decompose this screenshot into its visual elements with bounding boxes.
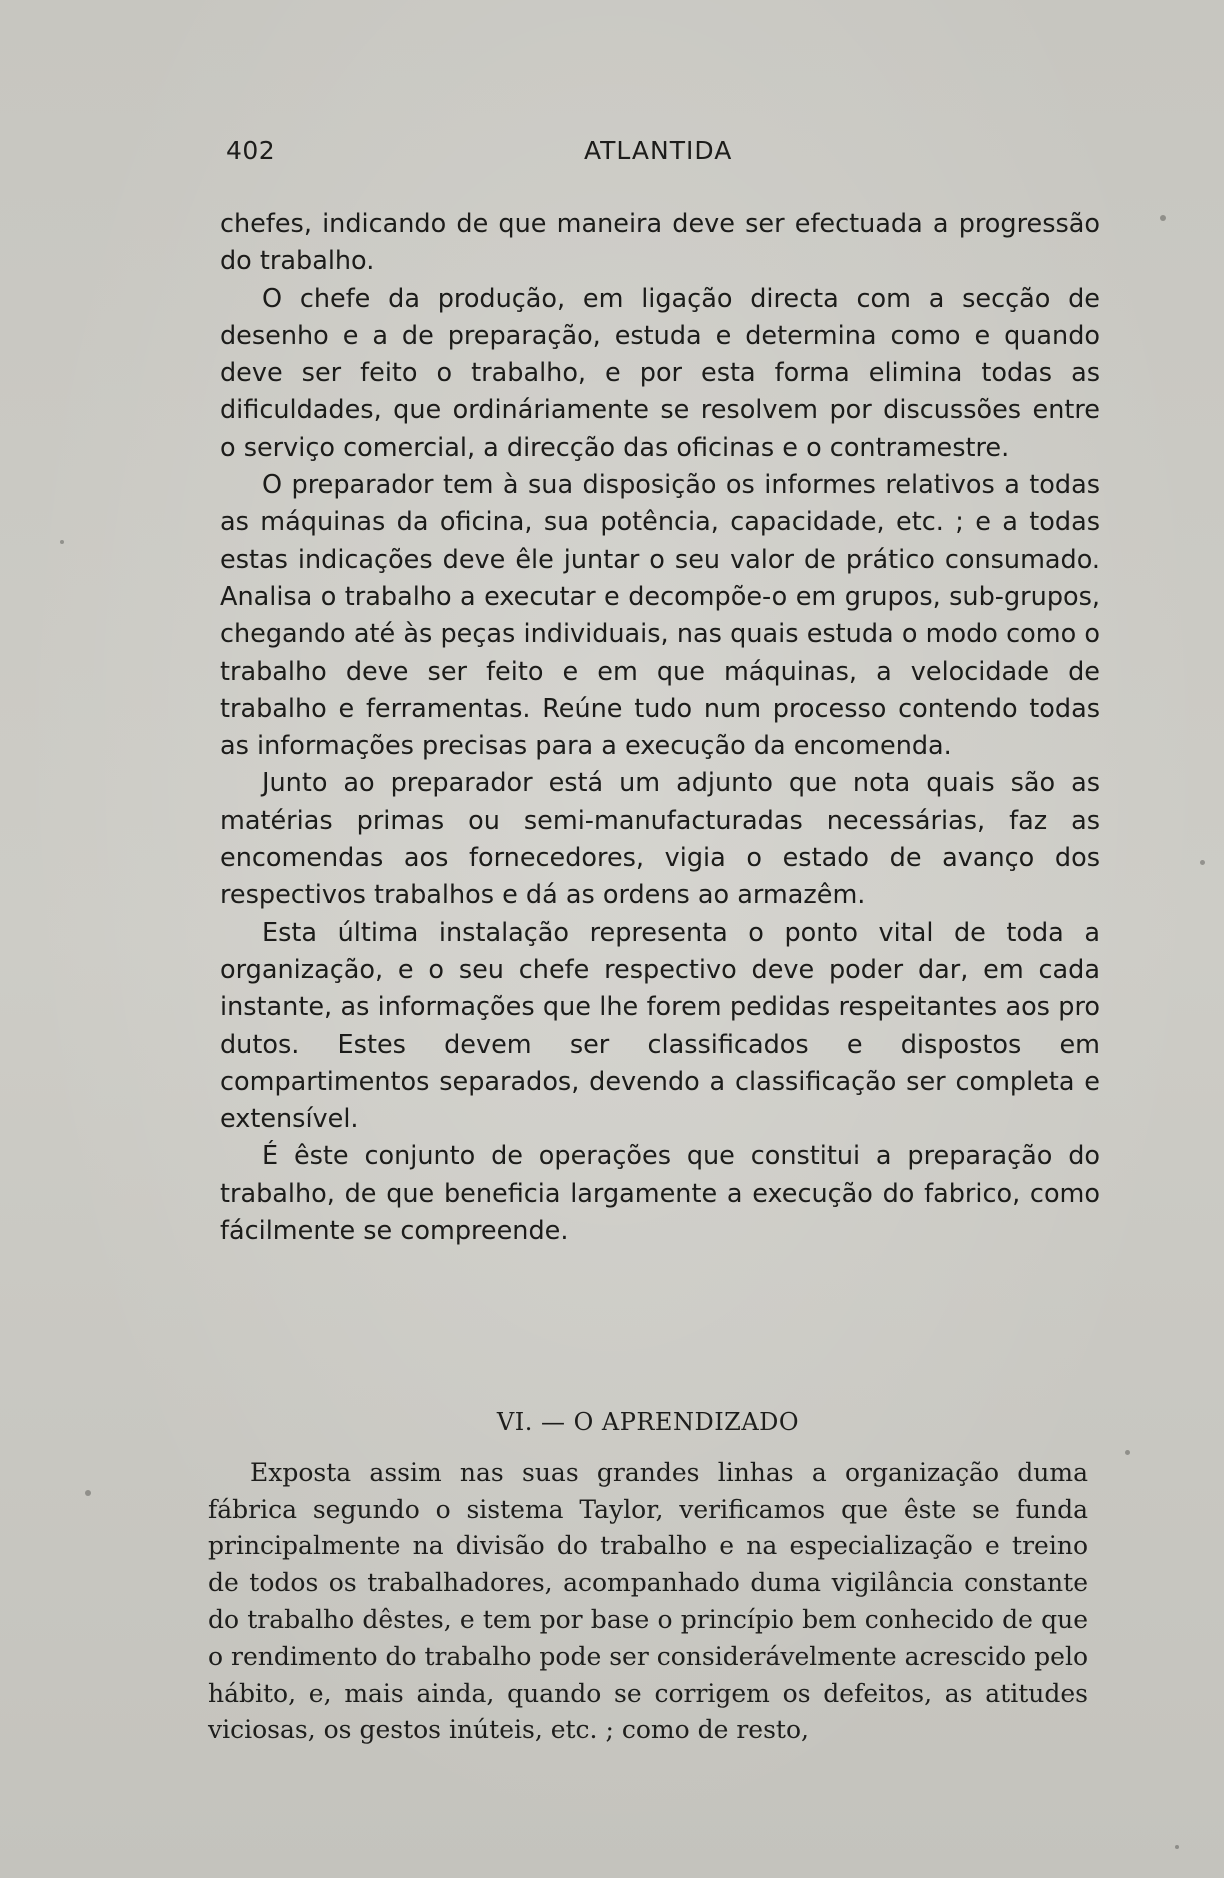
section-paragraph: Exposta assim nas suas grandes linhas a organização duma fábrica segundo o sistema Taylor, verificamos que êste se funda principalmente na divisão do trabalho e na especialização e treino de todos os trabalhadores, acompanhado duma vigilância constante do trabalho dêstes, e tem por base o princípio bem conhecido de que o rendimento do trabalho pode ser considerávelmente acrescido pelo hábito, e, mais ainda, quando se corrigem os defeitos, as atitudes viciosas, os gestos inúteis, etc. ; como de resto,: [208, 1457, 1088, 1745]
scan-speck: [85, 1490, 91, 1496]
scan-speck: [1175, 1845, 1179, 1849]
paragraph-6: É êste conjunto de operações que constitui a preparação do trabalho, de que beneficia largamente a execução do fabrico, como fácilmente se compreende.: [220, 1141, 1100, 1247]
section-heading: VI. — O APRENDIZADO: [496, 1408, 800, 1436]
paragraph-4: Junto ao preparador está um adjunto que nota quais são as matérias primas ou semi-manufacturadas necessárias, faz as encomendas aos fornecedores, vigia o estado de avanço dos respectivos trabalhos e dá as ordens ao armazêm.: [220, 768, 1100, 911]
scan-speck: [1160, 215, 1166, 221]
scan-speck: [1200, 860, 1205, 865]
main-text: [220, 206, 1100, 1250]
section-block: [208, 1380, 1088, 1749]
paragraph-3: O preparador tem à sua disposição os informes relativos a todas as máquinas da oficina, sua potência, capacidade, etc. ; e a todas estas indicações deve êle juntar o seu valor de prático consumado. Analisa o trabalho a executar e decompõe-o em grupos, sub-grupos, chegando até às peças individuais, nas quais estuda o modo como o trabalho deve ser feito e em que máquinas, a velocidade de trabalho e ferramentas. Reúne tudo num processo contendo todas as informações precisas para a execução da encomenda.: [220, 470, 1100, 762]
page-number: 402: [226, 136, 276, 165]
scan-speck: [1125, 1450, 1130, 1455]
scan-speck: [60, 540, 64, 544]
running-title: ATLANTIDA: [584, 136, 733, 165]
paragraph-2: O chefe da produção, em ligação directa com a secção de desenho e a de preparação, estuda e determina como e quando deve ser feito o trabalho, e por esta forma elimina todas as dificuldades, que ordináriamente se resolvem por discussões entre o serviço comercial, a direcção das oficinas e o contramestre.: [220, 283, 1100, 463]
paragraph-5: Esta última instalação representa o ponto vital de toda a organização, e o seu chefe respectivo deve poder dar, em cada instante, as informações que lhe forem pedidas respeitantes aos pro dutos. Estes devem ser classificados e dispostos em compartimentos separados, devendo a classificação ser completa e extensível.: [220, 917, 1100, 1135]
paragraph-1: chefes, indicando de que maneira deve ser efectuada a progressão do trabalho.: [220, 209, 1100, 277]
running-head: [226, 136, 1106, 168]
